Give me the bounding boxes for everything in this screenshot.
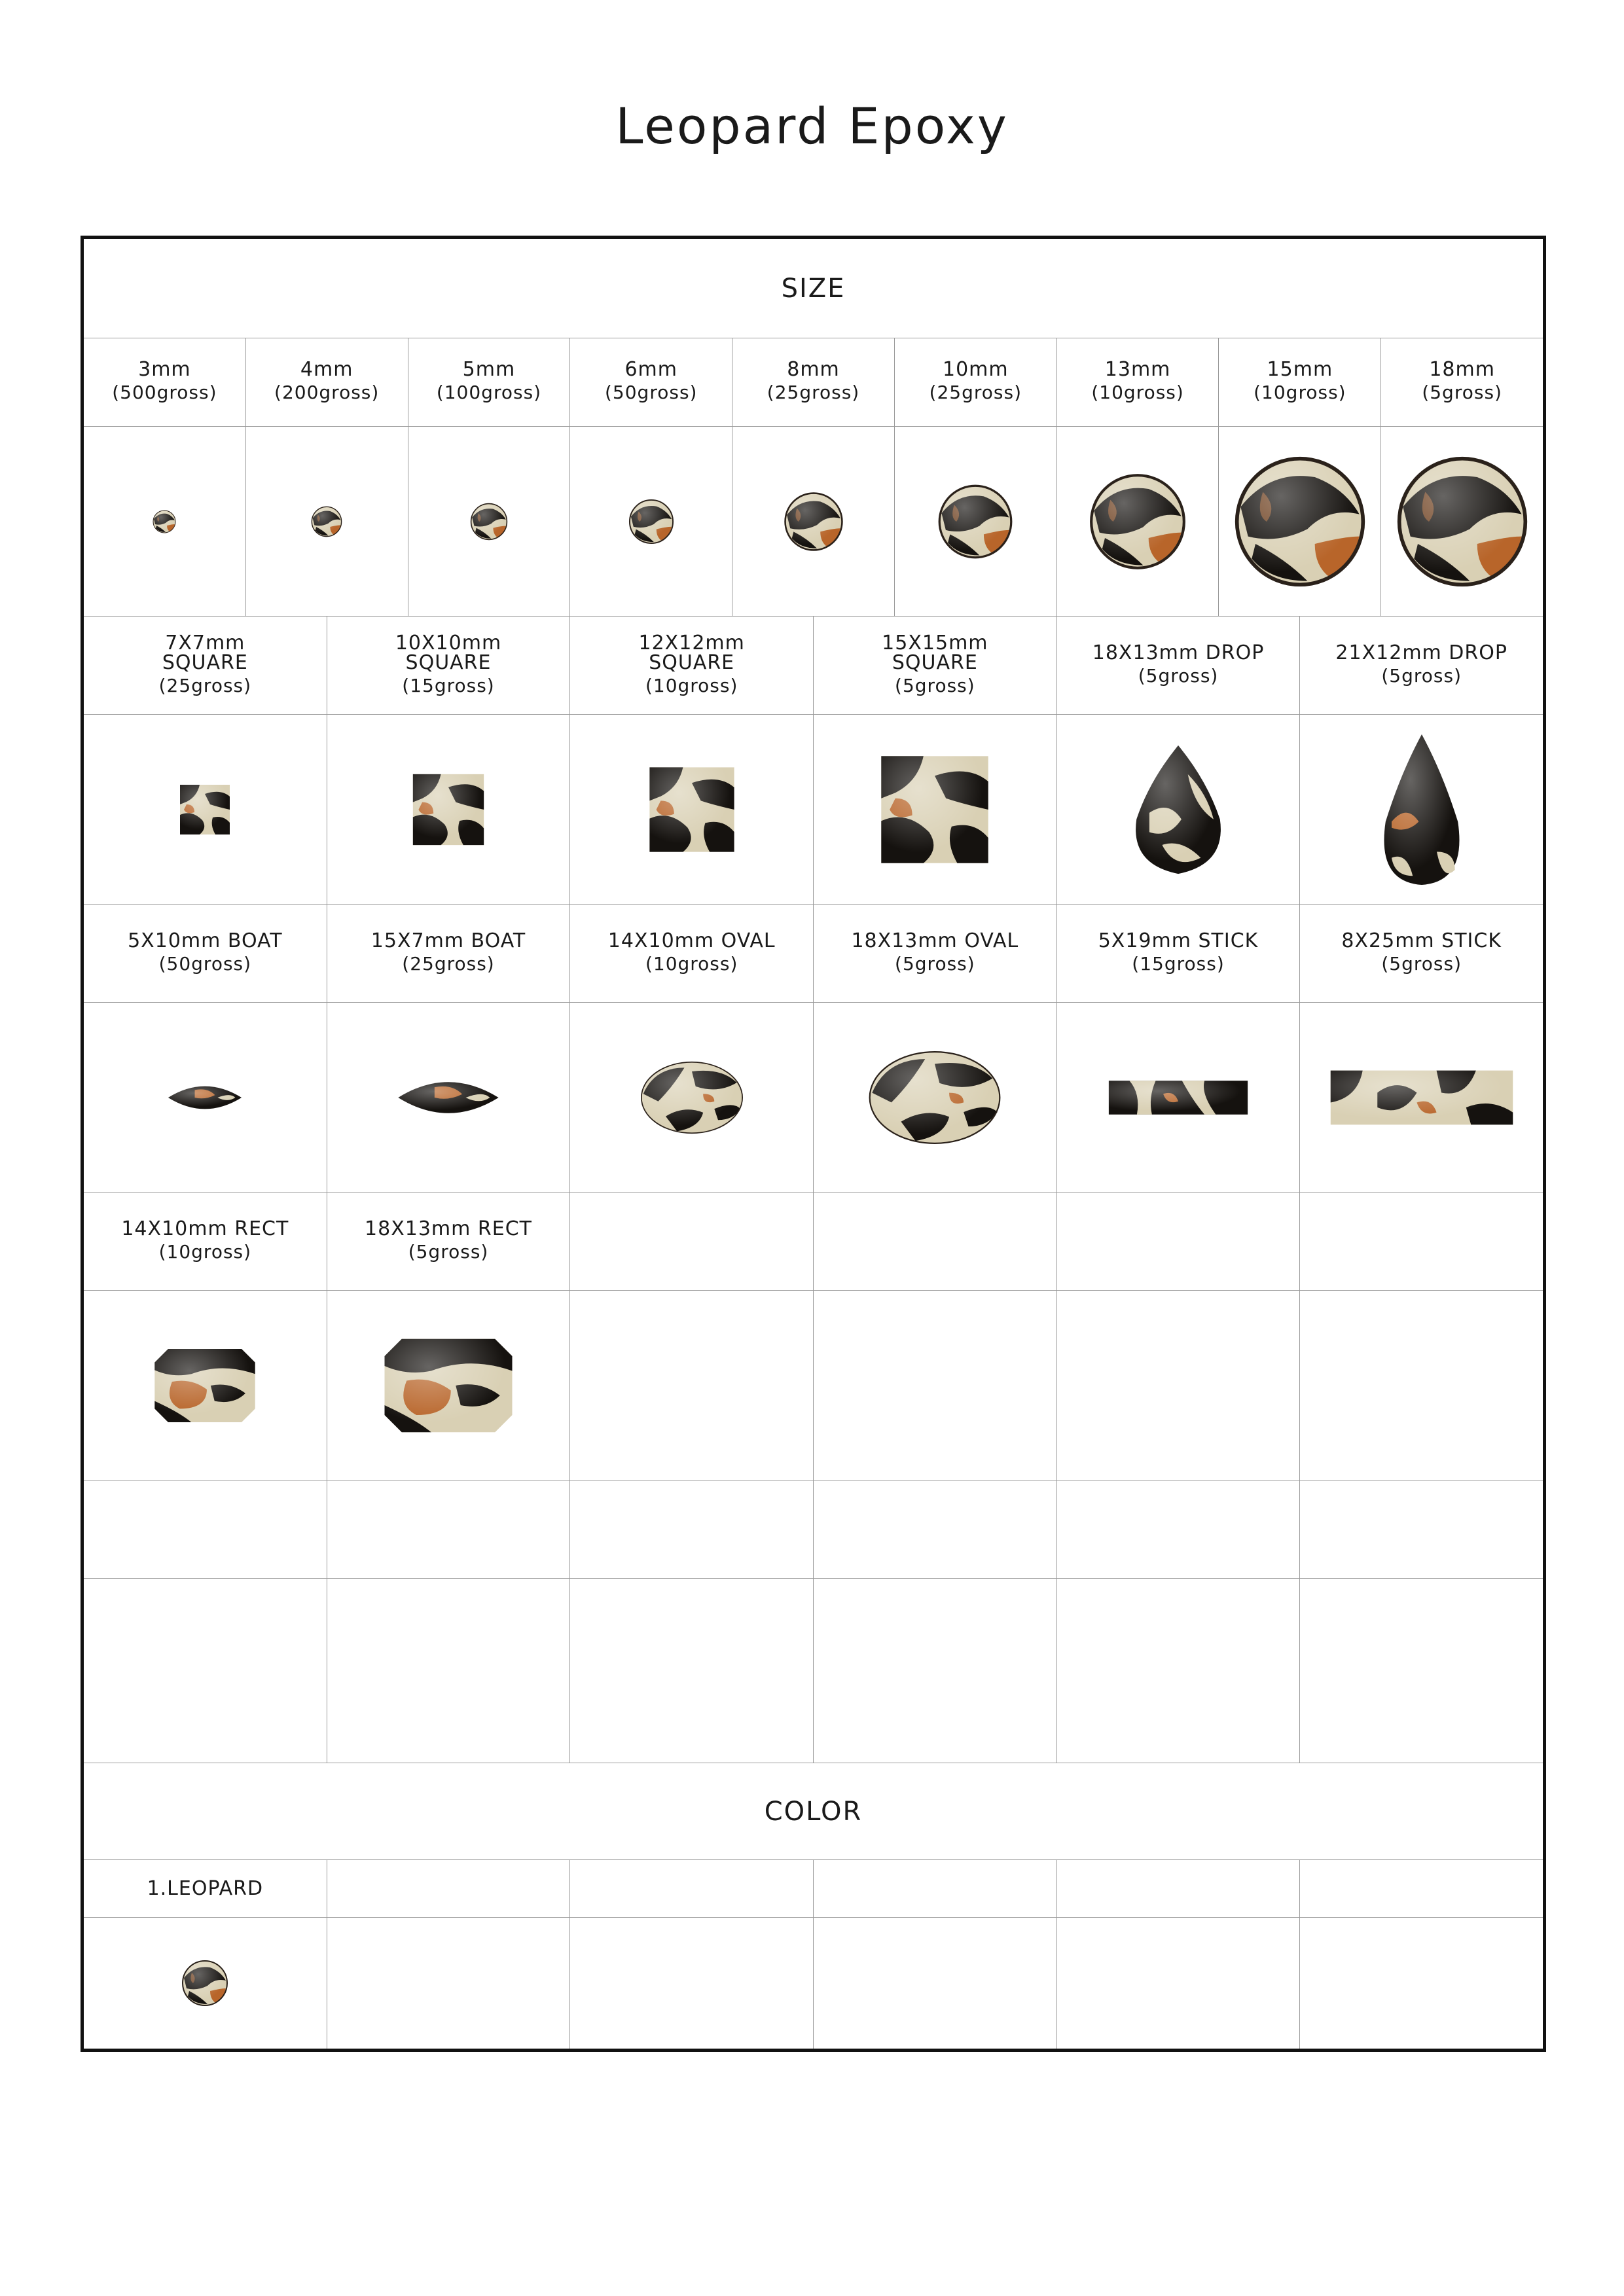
stone-image-cell xyxy=(84,1291,327,1480)
size-label: 10X10mm SQUARE xyxy=(395,631,502,674)
size-label: 18mm xyxy=(1429,358,1495,381)
round-label-cell xyxy=(732,338,895,426)
empty-cell xyxy=(1057,1291,1301,1480)
empty-cell xyxy=(814,1291,1057,1480)
square-stone-image xyxy=(878,753,991,866)
stone-image-cell xyxy=(1057,715,1301,904)
quantity-label: (25gross) xyxy=(158,674,252,696)
quantity-label: (15gross) xyxy=(1132,952,1225,975)
size-label: 5X10mm BOAT xyxy=(128,929,283,952)
empty-cell xyxy=(814,1480,1057,1578)
size-label: 8X25mm STICK xyxy=(1341,929,1502,952)
quantity-label: (50gross) xyxy=(605,382,698,403)
quantity-label: (15gross) xyxy=(402,674,495,696)
stone-image-cell xyxy=(1219,427,1381,616)
round-label-cell xyxy=(1381,338,1543,426)
empty-cell xyxy=(327,1579,571,1763)
stone-image-cell xyxy=(570,715,814,904)
square-stone-image xyxy=(179,783,231,836)
empty-cell xyxy=(1057,1918,1301,2049)
shape-image-row-1 xyxy=(84,715,1543,905)
empty-cell xyxy=(1057,1579,1301,1763)
stone-image-cell xyxy=(84,427,246,616)
stone-image-cell xyxy=(570,427,732,616)
shape-label-cell xyxy=(84,617,327,714)
round-label-cell xyxy=(84,338,246,426)
quantity-label: (5gross) xyxy=(408,1240,489,1263)
size-label: 6mm xyxy=(624,358,677,381)
shape-label-cell xyxy=(814,617,1057,714)
spec-table xyxy=(81,236,1546,2052)
empty-cell xyxy=(327,1918,571,2049)
size-heading: SIZE xyxy=(781,273,846,304)
round-stone-image xyxy=(628,499,674,545)
quantity-label: (50gross) xyxy=(158,952,252,975)
size-label: 21X12mm DROP xyxy=(1335,641,1507,664)
stone-image-cell xyxy=(570,1003,814,1192)
rect-stone-image xyxy=(381,1336,516,1435)
empty-cell xyxy=(1057,1860,1301,1917)
size-label: 12X12mm SQUARE xyxy=(638,631,745,674)
rect-stone-image xyxy=(153,1347,257,1424)
drop-stone-image xyxy=(1130,742,1227,877)
color-name: 1.LEOPARD xyxy=(147,1876,264,1900)
shape-image-row-2 xyxy=(84,1003,1543,1193)
size-label: 15mm xyxy=(1267,358,1333,381)
quantity-label: (5gross) xyxy=(1422,382,1502,403)
size-label: 18X13mm RECT xyxy=(365,1217,532,1240)
boat-stone-image xyxy=(167,1079,243,1116)
shape-label-row-3 xyxy=(84,1193,1543,1291)
round-label-cell xyxy=(895,338,1057,426)
stone-image-cell xyxy=(1381,427,1543,616)
quantity-label: (10gross) xyxy=(645,952,738,975)
round-stone-image xyxy=(1396,455,1529,588)
color-heading-band xyxy=(84,1763,1543,1860)
empty-cell xyxy=(327,1860,571,1917)
boat-stone-image xyxy=(392,1073,505,1122)
quantity-label: (5gross) xyxy=(1138,664,1219,687)
size-label: 15X15mm SQUARE xyxy=(882,631,988,674)
square-stone-image xyxy=(411,772,486,847)
round-stone-image xyxy=(1233,455,1367,588)
size-label: 10mm xyxy=(942,358,1009,381)
empty-image-row xyxy=(84,1579,1543,1763)
size-label: 14X10mm RECT xyxy=(121,1217,289,1240)
stone-image-cell xyxy=(1300,1003,1543,1192)
color-heading: COLOR xyxy=(764,1796,863,1827)
shape-label-row-2 xyxy=(84,905,1543,1003)
empty-cell xyxy=(570,1193,814,1290)
quantity-label: (25gross) xyxy=(929,382,1022,403)
empty-cell xyxy=(1300,1480,1543,1578)
round-label-cell xyxy=(1057,338,1219,426)
round-image-row xyxy=(84,427,1543,617)
stone-image-cell xyxy=(84,1918,327,2049)
empty-cell xyxy=(814,1918,1057,2049)
round-label-cell xyxy=(570,338,732,426)
quantity-label: (5gross) xyxy=(1381,952,1462,975)
shape-label-cell xyxy=(814,905,1057,1002)
shape-label-cell xyxy=(1300,905,1543,1002)
empty-cell xyxy=(814,1193,1057,1290)
color-label-cell xyxy=(84,1860,327,1917)
stick-stone-image xyxy=(1328,1067,1515,1128)
stone-image-cell xyxy=(84,715,327,904)
shape-label-cell xyxy=(327,905,571,1002)
shape-label-cell xyxy=(570,905,814,1002)
round-stone-image xyxy=(470,503,508,541)
size-label: 14X10mm OVAL xyxy=(607,929,776,952)
round-stone-image xyxy=(784,492,844,552)
stone-image-cell xyxy=(814,715,1057,904)
empty-cell xyxy=(570,1579,814,1763)
empty-cell xyxy=(84,1480,327,1578)
size-label: 7X7mm SQUARE xyxy=(162,631,248,674)
oval-stone-image xyxy=(867,1049,1002,1146)
size-label: 15X7mm BOAT xyxy=(370,929,526,952)
shape-label-cell xyxy=(1300,617,1543,714)
oval-stone-image xyxy=(640,1060,744,1136)
empty-cell xyxy=(814,1860,1057,1917)
empty-label-row xyxy=(84,1480,1543,1579)
shape-label-row-1 xyxy=(84,617,1543,715)
quantity-label: (5gross) xyxy=(895,674,975,696)
empty-cell xyxy=(327,1480,571,1578)
quantity-label: (5gross) xyxy=(1381,664,1462,687)
size-label: 5X19mm STICK xyxy=(1098,929,1259,952)
round-stone-image xyxy=(937,484,1013,560)
shape-label-cell xyxy=(327,1193,571,1290)
stone-image-cell xyxy=(732,427,895,616)
color-swatch-stone-image xyxy=(181,1960,228,2007)
quantity-label: (100gross) xyxy=(436,382,542,403)
quantity-label: (10gross) xyxy=(645,674,738,696)
shape-label-cell xyxy=(1057,905,1301,1002)
square-stone-image xyxy=(647,765,736,854)
stone-image-cell xyxy=(84,1003,327,1192)
page-title: Leopard Epoxy xyxy=(615,97,1009,155)
quantity-label: (5gross) xyxy=(895,952,975,975)
size-label: 18X13mm DROP xyxy=(1092,641,1265,664)
round-label-cell xyxy=(408,338,571,426)
quantity-label: (10gross) xyxy=(1091,382,1184,403)
stone-image-cell xyxy=(1300,715,1543,904)
quantity-label: (500gross) xyxy=(112,382,217,403)
empty-cell xyxy=(1300,1291,1543,1480)
empty-cell xyxy=(570,1918,814,2049)
shape-label-cell xyxy=(327,617,571,714)
empty-cell xyxy=(1300,1193,1543,1290)
empty-cell xyxy=(1057,1480,1301,1578)
stone-image-cell xyxy=(814,1003,1057,1192)
stone-image-cell xyxy=(327,1291,571,1480)
quantity-label: (25gross) xyxy=(767,382,860,403)
shape-label-cell xyxy=(1057,617,1301,714)
stick-stone-image xyxy=(1107,1079,1250,1117)
empty-cell xyxy=(570,1480,814,1578)
shape-label-cell xyxy=(84,1193,327,1290)
round-stone-image xyxy=(1089,473,1187,571)
empty-cell xyxy=(1057,1193,1301,1290)
empty-cell xyxy=(814,1579,1057,1763)
size-label: 13mm xyxy=(1104,358,1171,381)
empty-cell xyxy=(570,1291,814,1480)
round-label-cell xyxy=(1219,338,1381,426)
color-label-row xyxy=(84,1860,1543,1918)
round-label-cell xyxy=(246,338,408,426)
size-label: 8mm xyxy=(787,358,840,381)
size-label: 18X13mm OVAL xyxy=(851,929,1019,952)
stone-image-cell xyxy=(895,427,1057,616)
shape-label-cell xyxy=(570,617,814,714)
stone-image-cell xyxy=(1057,427,1219,616)
quantity-label: (25gross) xyxy=(402,952,495,975)
empty-cell xyxy=(570,1860,814,1917)
size-label: 3mm xyxy=(138,358,191,381)
round-label-row xyxy=(84,338,1543,427)
quantity-label: (10gross) xyxy=(158,1240,252,1263)
round-stone-image xyxy=(153,510,176,533)
size-heading-band xyxy=(84,239,1543,338)
empty-cell xyxy=(1300,1579,1543,1763)
stone-image-cell xyxy=(408,427,571,616)
stone-image-cell xyxy=(1057,1003,1301,1192)
stone-image-cell xyxy=(327,715,571,904)
size-label: 5mm xyxy=(462,358,516,381)
size-label: 4mm xyxy=(300,358,353,381)
color-image-row xyxy=(84,1918,1543,2049)
stone-image-cell xyxy=(246,427,408,616)
round-stone-image xyxy=(311,506,342,537)
quantity-label: (200gross) xyxy=(274,382,380,403)
empty-cell xyxy=(1300,1918,1543,2049)
drop-stone-image xyxy=(1377,731,1467,888)
empty-cell xyxy=(84,1579,327,1763)
stone-image-cell xyxy=(327,1003,571,1192)
shape-image-row-3 xyxy=(84,1291,1543,1480)
empty-cell xyxy=(1300,1860,1543,1917)
quantity-label: (10gross) xyxy=(1254,382,1346,403)
shape-label-cell xyxy=(84,905,327,1002)
